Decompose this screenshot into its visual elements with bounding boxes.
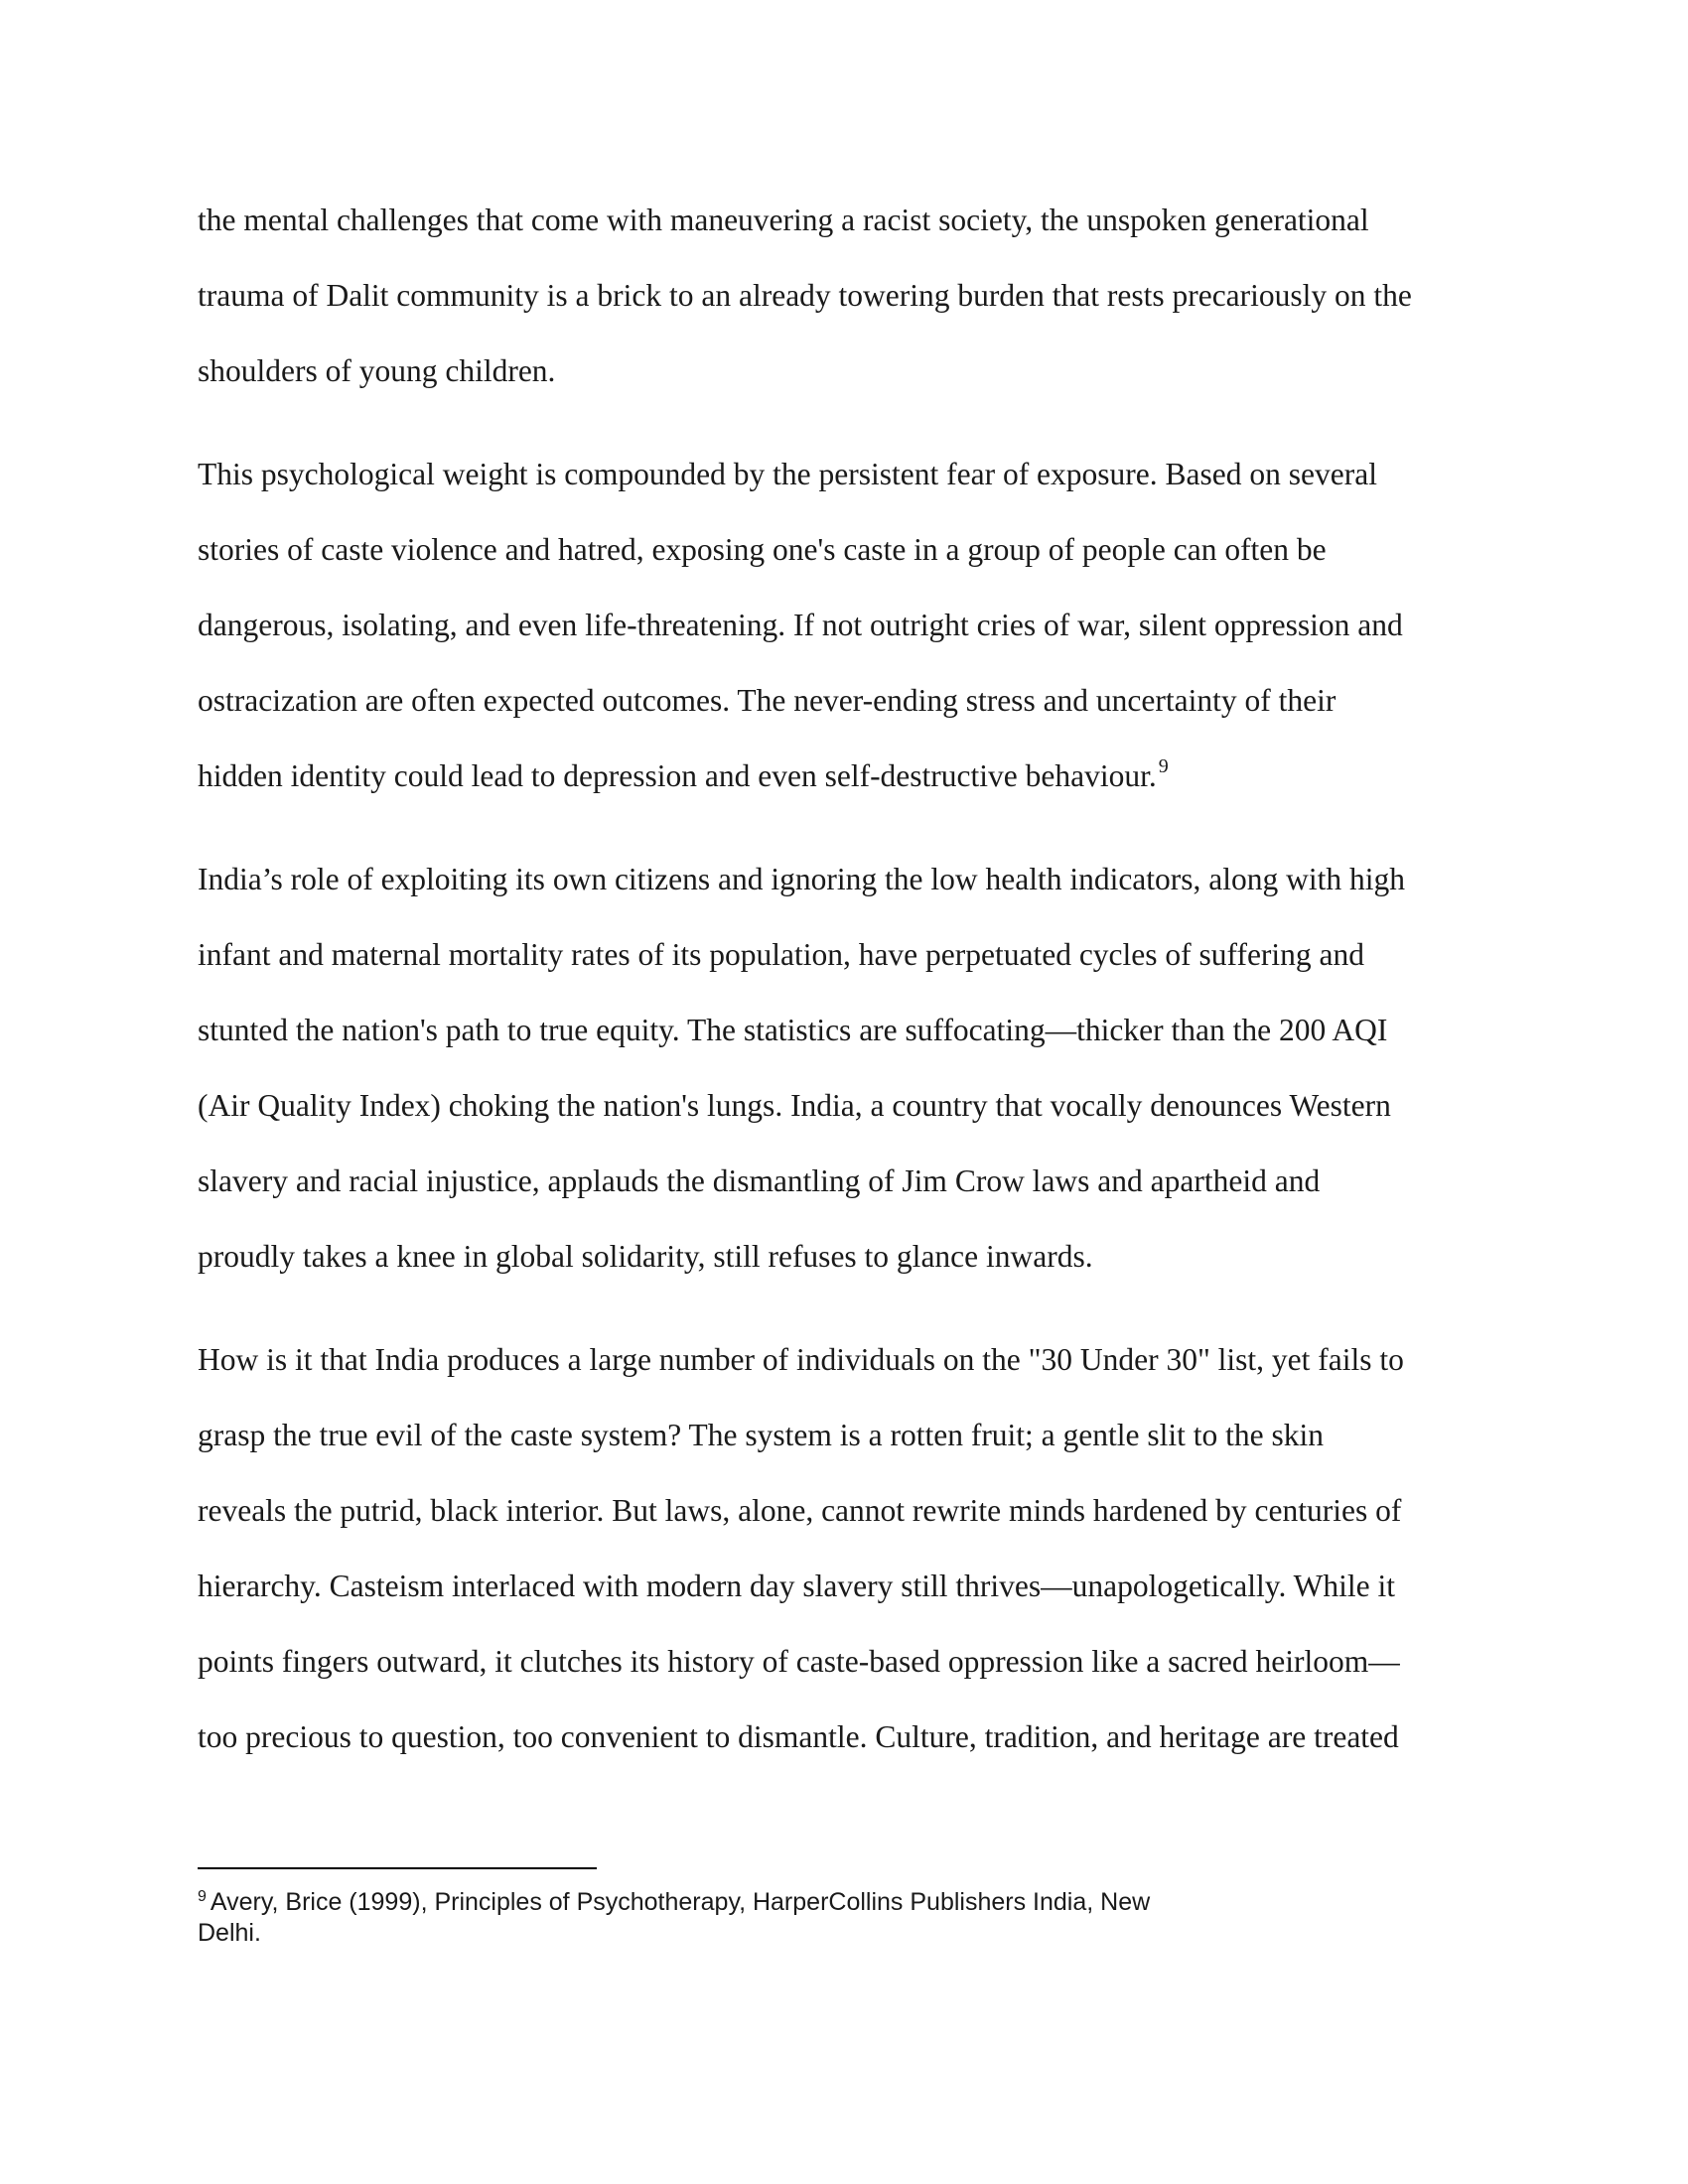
text-line: points fingers outward, it clutches its history of caste-based oppression like a sacred heirloom— [198, 1644, 1400, 1679]
footnote-reference[interactable]: 9 [1158, 755, 1169, 777]
text-line: stories of caste violence and hatred, exposing one's caste in a group of people can often be [198, 532, 1327, 567]
text-line: hierarchy. Casteism interlaced with modern day slavery still thrives—unapologetically. While it [198, 1569, 1395, 1603]
text-line: the mental challenges that come with maneuvering a racist society, the unspoken generational [198, 203, 1369, 237]
text-line: India’s role of exploiting its own citizens and ignoring the low health indicators, along with high [198, 862, 1406, 896]
paragraph [198, 854, 1498, 1306]
text-line: stunted the nation's path to true equity. The statistics are suffocating—thicker than the 200 AQI [198, 1013, 1388, 1047]
text-line-with-footnote [198, 751, 1498, 826]
text-line: grasp the true evil of the caste system? The system is a rotten fruit; a gentle slit to the skin [198, 1418, 1325, 1452]
text-line: slavery and racial injustice, applauds the dismantling of Jim Crow laws and apartheid and [198, 1163, 1321, 1198]
text-line: ostracization are often expected outcomes. The never-ending stress and uncertainty of their [198, 683, 1336, 718]
text-line: reveals the putrid, black interior. But laws, alone, cannot rewrite minds hardened by centuries of [198, 1493, 1402, 1528]
text-line: infant and maternal mortality rates of its population, have perpetuated cycles of suffering and [198, 937, 1365, 972]
footnote-line [198, 1887, 1389, 1918]
text-line: (Air Quality Index) choking the nation's lungs. India, a country that vocally denounces Western [198, 1088, 1391, 1123]
footnote-marker: 9 [198, 1888, 207, 1905]
text-line: trauma of Dalit community is a brick to an already towering burden that rests precariously on the [198, 278, 1412, 313]
text-line: dangerous, isolating, and even life-threatening. If not outright cries of war, silent oppression and [198, 608, 1403, 642]
footnote-separator [198, 1867, 597, 1869]
text-line: How is it that India produces a large number of individuals on the "30 Under 30" list, yet fails to [198, 1342, 1404, 1377]
footnote [198, 1887, 1389, 1949]
footnote-text: Avery, Brice (1999), Principles of Psychotherapy, HarperCollins Publishers India, New [210, 1888, 1151, 1916]
paragraph [198, 1334, 1498, 1787]
text-line: proudly takes a knee in global solidarity, still refuses to glance inwards. [198, 1239, 1093, 1274]
text-line: shoulders of young children. [198, 353, 556, 388]
text-line-content: hidden identity could lead to depression and even self-destructive behaviour. [198, 758, 1157, 793]
text-line: too precious to question, too convenient to dismantle. Culture, tradition, and heritage are treated [198, 1719, 1399, 1754]
body-text [198, 195, 1498, 1815]
footnote-line: Delhi. [198, 1919, 261, 1947]
text-line: This psychological weight is compounded by the persistent fear of exposure. Based on several [198, 457, 1377, 491]
paragraph [198, 195, 1498, 421]
paragraph [198, 449, 1498, 826]
